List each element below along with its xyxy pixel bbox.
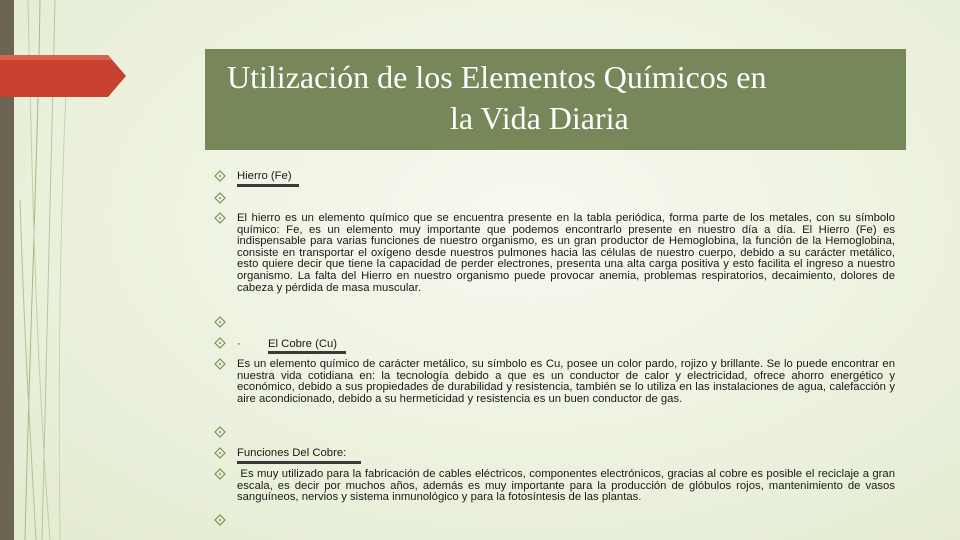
- copper-heading: El Cobre (Cu): [268, 338, 338, 350]
- iron-heading-underline: [237, 184, 299, 187]
- functions-paragraph: Es muy utilizado para la fabricación de cables eléctricos, componentes electrónicos, gracias al cobre es posible el reciclaje a gran escala, es decir por muchos años, además es muy importante para la producción de glóbulos rojos, mantenimiento de vasos sanguíneos, nervios y sistema inmunológico y para la fotosíntesis de las plantas.: [237, 468, 899, 504]
- diamond-bullet-icon: [214, 170, 226, 182]
- copper-paragraph: Es un elemento químico de carácter metálico, su símbolo es Cu, posee un color pardo, rojizo y brillante. Se lo puede encontrar en nuestra vida cotidiana en: la tecnología debido a que es un conductor de calor y electricidad, ofrece ahorro energético y económico, debido a sus propiedades de durabilidad y resistencia, también se lo utiliza en las instalaciones de agua, calefacción y aire acondicionado, debido a su hermeticidad y resistencia es un buen conductor de gas.: [237, 358, 895, 405]
- diamond-bullet-icon: [214, 426, 226, 438]
- slide-title-line-1: Utilización de los Elementos Químicos en: [227, 59, 767, 95]
- diamond-bullet-icon: [214, 447, 226, 459]
- title-banner: [205, 49, 906, 150]
- functions-heading-underline: [237, 461, 361, 464]
- red-tab-decoration: [0, 55, 126, 97]
- copper-bullet-dot: ·: [237, 338, 241, 350]
- copper-heading-underline: [268, 351, 346, 354]
- diamond-bullet-icon: [214, 212, 226, 224]
- diamond-bullet-icon: [214, 337, 226, 349]
- diamond-bullet-icon: [214, 514, 226, 526]
- iron-paragraph: El hierro es un elemento químico que se encuentra presente en la tabla periódica, forma parte de los metales, con su símbolo químico: Fe, es un elemento muy importante que podemos encontrarlo presente en nuestro día a día. El Hierro (Fe) es indispensable para varias funciones de nuestro organismo, es un gran productor de Hemoglobina, la función de la Hemoglobina, consiste en transportar el oxígeno desde nuestros pulmones hacia las células de nuestro cuerpo, debido a su carácter metálico, esto quiere decir que tiene la capacidad de perder electrones, presenta una alta carga positiva y esto facilita el ingreso a nuestro organismo. La falta del Hierro en nuestro organismo puede provocar anemia, problemas respiratorios, decaimiento, dolores de cabeza y pérdida de masa muscular.: [237, 212, 895, 294]
- diamond-bullet-icon: [214, 358, 226, 370]
- slide-title-line-2: la Vida Diaria: [450, 100, 629, 136]
- functions-heading: Funciones Del Cobre:: [237, 447, 347, 459]
- iron-heading: Hierro (Fe): [237, 170, 292, 182]
- diamond-bullet-icon: [214, 192, 226, 204]
- diamond-bullet-icon: [214, 316, 226, 328]
- diamond-bullet-icon: [214, 468, 226, 480]
